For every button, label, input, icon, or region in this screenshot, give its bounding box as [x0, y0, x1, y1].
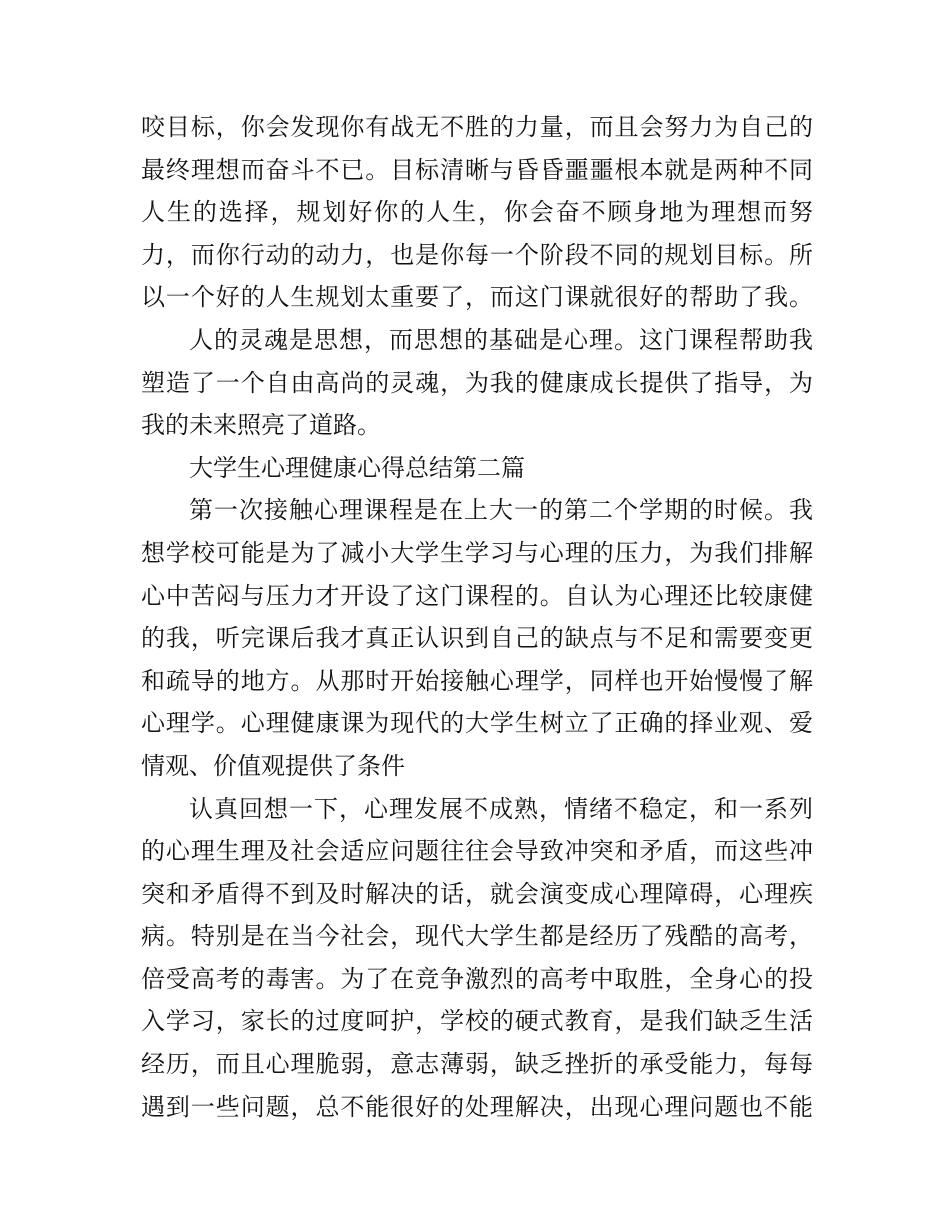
text-line: 的心理生理及社会适应问题往往会导致冲突和矛盾，而这些冲 — [141, 837, 813, 866]
text-line: 心中苦闷与压力才开设了这门课程的。自认为心理还比较康健 — [141, 581, 813, 610]
text-line: 想学校可能是为了减小大学生学习与心理的压力，为我们排解 — [141, 538, 813, 567]
text-line: 力，而你行动的动力，也是你每一个阶段不同的规划目标。所 — [141, 240, 813, 269]
paragraph-last-line: 情观、价值观提供了条件 — [141, 751, 405, 780]
text-line: 心理学。心理健康课为现代的大学生树立了正确的择业观、爱 — [141, 709, 813, 738]
text-line: 塑造了一个自由高尚的灵魂，为我的健康成长提供了指导，为 — [141, 368, 813, 397]
text-line: 人生的选择，规划好你的人生，你会奋不顾身地为理想而努 — [141, 198, 813, 227]
text-line: 和疏导的地方。从那时开始接触心理学，同样也开始慢慢了解 — [141, 666, 813, 695]
text-line: 入学习，家长的过度呵护，学校的硬式教育，是我们缺乏生活 — [141, 1007, 813, 1036]
section-heading: 大学生心理健康心得总结第二篇 — [189, 453, 525, 482]
text-line: 经历，而且心理脆弱，意志薄弱，缺乏挫折的承受能力，每每 — [141, 1050, 813, 1079]
paragraph-first-line: 第一次接触心理课程是在上大一的第二个学期的时候。我 — [189, 496, 813, 525]
paragraph-first-line: 人的灵魂是思想，而思想的基础是心理。这门课程帮助我 — [189, 325, 813, 354]
text-line: 突和矛盾得不到及时解决的话，就会演变成心理障碍，心理疾 — [141, 879, 813, 908]
paragraph-first-line: 认真回想一下，心理发展不成熟，情绪不稳定，和一系列 — [189, 794, 813, 823]
text-line: 以一个好的人生规划太重要了，而这门课就很好的帮助了我。 — [141, 283, 813, 312]
text-line: 咬目标，你会发现你有战无不胜的力量，而且会努力为自己的 — [141, 113, 813, 141]
paragraph-last-line: 我的未来照亮了道路。 — [141, 411, 381, 440]
text-line: 最终理想而奋斗不已。目标清晰与昏昏噩噩根本就是两种不同 — [141, 155, 813, 184]
document-body — [141, 106, 813, 1128]
text-line: 病。特别是在当今社会，现代大学生都是经历了残酷的高考， — [141, 922, 813, 951]
text-line: 的我，听完课后我才真正认识到自己的缺点与不足和需要变更 — [141, 624, 813, 653]
text-line: 倍受高考的毒害。为了在竞争激烈的高考中取胜，全身心的投 — [141, 964, 813, 993]
text-line: 遇到一些问题，总不能很好的处理解决，出现心理问题也不能 — [141, 1092, 813, 1121]
